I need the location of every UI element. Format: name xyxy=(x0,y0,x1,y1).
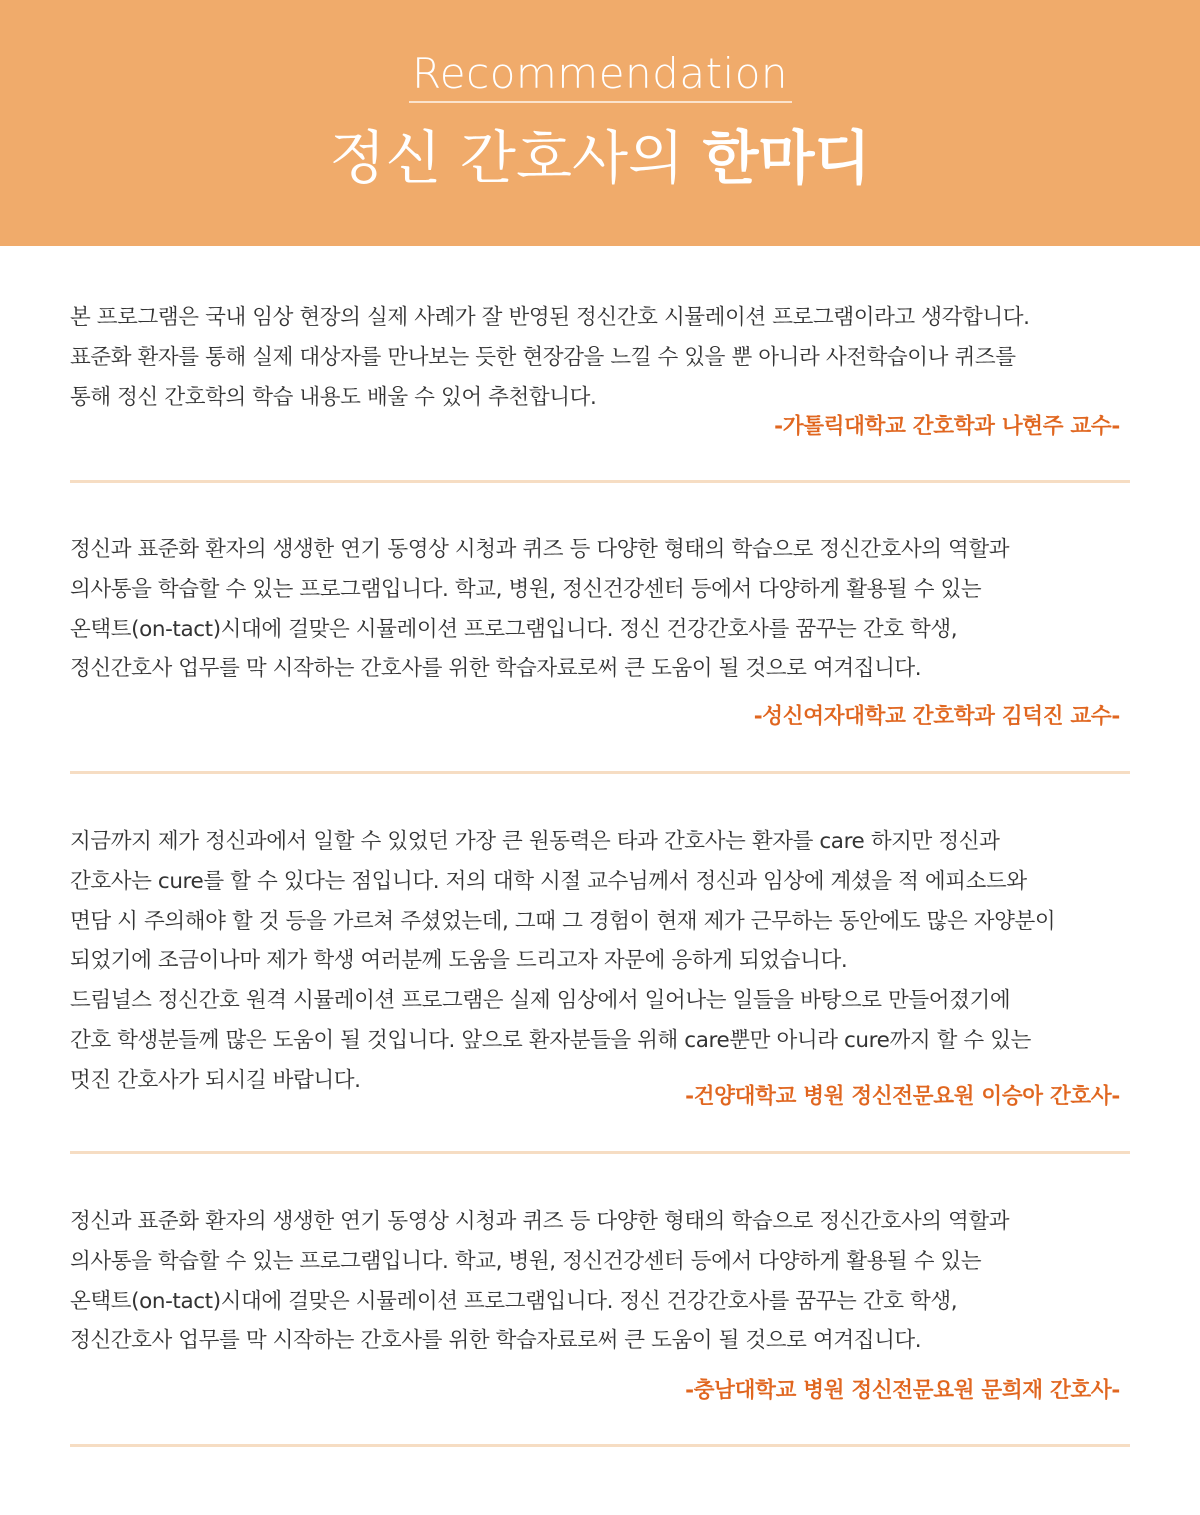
header-eyebrow: Recommendation xyxy=(411,49,789,98)
recommendation-author: -충남대학교 병원 정신전문요원 문희재 간호사- xyxy=(685,1378,1120,1403)
recommendation-text: 정신과 표준화 환자의 생생한 연기 동영상 시청과 퀴즈 등 다양한 형태의 학습으로 정신간호사의 역할과 의사통을 학습할 수 있는 프로그램입니다. 학교, 병원, 정신건강센터 등에서 다양하게 활용될 수 있는 온택트(on-tact)시대에 걸맞은 시뮬레이션 프로그램입니다. 정신 건강간호사를 꿈꾸는 간호 학생, 정신간호사 업무를 막 시작하는 간호사를 위한 학습자료로써 큰 도움이 될 것으로 여겨집니다. xyxy=(70,1209,1010,1354)
header-underline xyxy=(409,101,792,103)
section-divider xyxy=(70,1151,1130,1154)
section-divider xyxy=(70,771,1130,774)
recommendation-text: 지금까지 제가 정신과에서 일할 수 있었던 가장 큰 원동력은 타과 간호사는 환자를 care 하지만 정신과 간호사는 cure를 할 수 있다는 점입니다. 저의 대학 시절 교수님께서 정신과 임상에 계셨을 적 에피소드와 면담 시 주의해야 할 것 등을 가르쳐 주셨었는데, 그때 그 경험이 현재 제가 근무하는 동안에도 많은 자양분이 되었기에 조금이나마 제가 학생 여러분께 도움을 드리고자 자문에 응하게 되었습니다. 드림널스 정신간호 원격 시뮬레이션 프로그램은 실제 임상에서 일어나는 일들을 바탕으로 만들어졌기에 간호 학생분들께 많은 도움이 될 것입니다. 앞으로 환자분들을 위해 care뿐만 아니라 cure까지 할 수 있는 멋진 간호사가 되시길 바랍니다. xyxy=(70,829,1056,1093)
recommendation-1 xyxy=(70,298,1130,417)
recommendation-author: -성신여자대학교 간호학과 김덕진 교수- xyxy=(753,704,1120,729)
page-title-light: 정신 간호사의 xyxy=(329,124,703,192)
page-title-bold: 한마디 xyxy=(702,124,871,192)
page-title xyxy=(0,118,1200,198)
recommendation-text: 정신과 표준화 환자의 생생한 연기 동영상 시청과 퀴즈 등 다양한 형태의 학습으로 정신간호사의 역할과 의사통을 학습할 수 있는 프로그램입니다. 학교, 병원, 정신건강센터 등에서 다양하게 활용될 수 있는 온택트(on-tact)시대에 걸맞은 시뮬레이션 프로그램입니다. 정신 건강간호사를 꿈꾸는 간호 학생, 정신간호사 업무를 막 시작하는 간호사를 위한 학습자료로써 큰 도움이 될 것으로 여겨집니다. xyxy=(70,537,1010,682)
section-divider xyxy=(70,480,1130,483)
recommendation-text: 본 프로그램은 국내 임상 현장의 실제 사례가 잘 반영된 정신간호 시뮬레이션 프로그램이라고 생각합니다. 표준화 환자를 통해 실제 대상자를 만나보는 듯한 현장감을 느낄 수 있을 뿐 아니라 사전학습이나 퀴즈를 통해 정신 간호학의 학습 내용도 배울 수 있어 추천합니다. xyxy=(70,305,1030,410)
recommendation-3 xyxy=(70,822,1130,1101)
recommendation-2 xyxy=(70,530,1130,689)
header-banner xyxy=(0,0,1200,246)
section-divider xyxy=(70,1444,1130,1447)
recommendation-author: -가톨릭대학교 간호학과 나현주 교수- xyxy=(774,414,1120,439)
recommendation-author: -건양대학교 병원 정신전문요원 이승아 간호사- xyxy=(685,1084,1120,1109)
recommendation-4 xyxy=(70,1202,1130,1361)
